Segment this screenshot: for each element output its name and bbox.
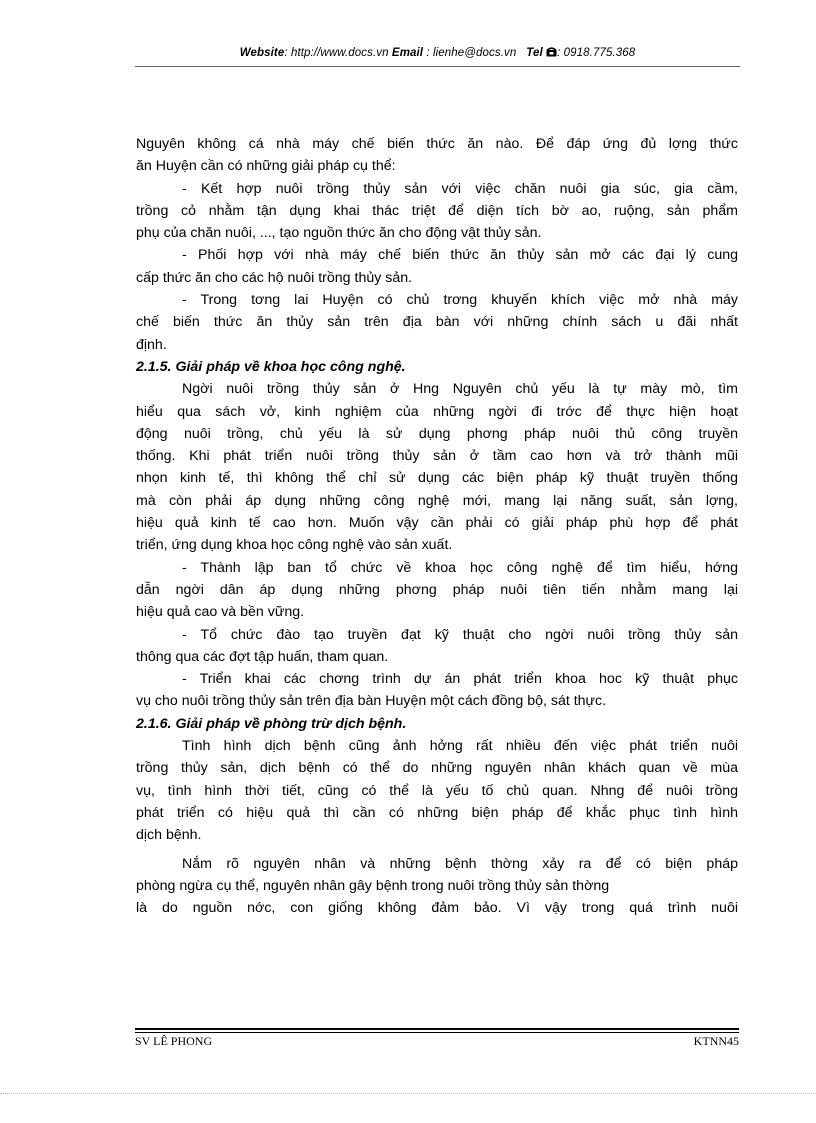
text-line: - Thành lập ban tổ chức về khoa học công nghệ để tìm hiểu, hớng [182, 559, 738, 576]
tel-value: : 0918.775.368 [557, 47, 636, 59]
footer-rule-thin [135, 1032, 739, 1033]
footer-rule [135, 1028, 739, 1030]
text-line: vụ, tình hình thời tiết, cũng có thể là yếu tố chủ quan. Nhng để nuôi trồng [136, 782, 738, 799]
text-line: thông qua các đợt tập huấn, tham quan. [136, 648, 389, 665]
text-line: ăn Huyện cần có những giải pháp cụ thể: [136, 158, 396, 175]
text-line: là do nguồn nớc, con giống không đảm bảo. Vì vậy trong quá trình nuôi [136, 900, 738, 917]
email-value: : lienhe@docs.vn [423, 47, 517, 59]
text-line: phát triển có hiệu quả thì cần có những biện pháp để khắc phục tình hình [136, 804, 738, 821]
header-rule [135, 66, 740, 67]
document-body [136, 133, 738, 919]
text-line: Nắm rõ nguyên nhân và những bệnh thờng xảy ra để có biện pháp [182, 855, 738, 872]
section-heading-2-1-5: 2.1.5. Giải pháp về khoa học công nghệ. [136, 358, 406, 375]
text-line: cấp thức ăn cho các hộ nuôi trồng thủy sản. [136, 269, 413, 286]
page-header [135, 47, 740, 59]
phone-icon [546, 47, 557, 57]
text-line: dịch bệnh. [136, 827, 202, 844]
footer-class: KTNN45 [693, 1034, 739, 1048]
page-boundary [0, 1093, 816, 1094]
text-line: Tình hình dịch bệnh cũng ảnh hởng rất nhiều đến việc phát triển nuôi [182, 738, 738, 755]
footer-author: SV LÊ PHONG [135, 1034, 213, 1048]
text-line: thống. Khi phát triển nuôi trồng thủy sản ở tầm cao hơn và trở thành mũi [136, 448, 738, 465]
text-line: trồng thủy sản, dịch bệnh có thể do những nguyên nhân khách quan về mùa [136, 760, 738, 777]
text-line: hiệu quả cao và bền vững. [136, 604, 305, 621]
text-line: trồng cỏ nhằm tận dụng khai thác triệt để diện tích bờ ao, ruộng, sản phẩm [136, 202, 738, 219]
text-line: động nuôi trồng, chủ yếu là sử dụng phơng pháp nuôi thủ công truyền [136, 425, 738, 442]
text-line: - Phối hợp với nhà máy chế biến thức ăn thủy sản mở các đại lý cung [182, 247, 738, 264]
text-line: nhọn kinh tế, thì không thể chỉ sử dụng các biện pháp kỹ thuật truyền thống [136, 470, 738, 487]
text-line: Nguyên không cá nhà máy chế biến thức ăn nào. Để đáp ứng đủ lợng thức [136, 136, 738, 152]
text-line: hiểu qua sách vở, kinh nghiệm của những ngời đi trớc để thực hiện hoạt [136, 403, 738, 420]
text-line: định. [136, 336, 167, 353]
text-line: - Tổ chức đào tạo truyền đạt kỹ thuật cho ngời nuôi trồng thủy sản [182, 626, 738, 643]
text-line: phụ của chăn nuôi, ..., tạo nguồn thức ăn cho động vật thủy sản. [136, 225, 542, 242]
text-line: - Trong tơng lai Huyện có chủ trơng khuyến khích việc mở nhà máy [182, 292, 738, 309]
text-line: - Kết hợp nuôi trồng thủy sản với việc chăn nuôi gia súc, gia cầm, [182, 180, 738, 197]
page-footer [135, 1034, 739, 1048]
text-line: chế biến thức ăn thủy sản trên địa bàn với những chính sách u đãi nhất [136, 314, 738, 331]
tel-label: Tel [526, 47, 543, 59]
email-label: Email [391, 47, 424, 59]
text-line: dẫn ngời dân áp dụng những phơng pháp nuôi tiên tiến nhằm mang lại [136, 581, 738, 598]
section-heading-2-1-6: 2.1.6. Giải pháp về phòng trừ dịch bệnh. [136, 715, 407, 732]
text-line: vụ cho nuôi trồng thủy sản trên địa bàn Huyện một cách đồng bộ, sát thực. [136, 693, 607, 710]
website-value: : http://www.docs.vn [284, 47, 389, 59]
text-line: phòng ngừa cụ thể, nguyên nhân gây bệnh trong nuôi trồng thủy sản thờng [136, 877, 610, 894]
text-line: triển, ứng dụng khoa học công nghệ vào sản xuất. [136, 537, 453, 554]
text-line: mà còn phải áp dụng những công nghệ mới, mang lại năng suất, sản lợng, [136, 492, 738, 509]
text-line: hiệu quả kinh tế cao hơn. Muốn vậy cần phải có giải pháp phù hợp để phát [136, 515, 738, 532]
website-label: Website [239, 47, 285, 59]
text-line: - Triển khai các chơng trình dự án phát triển khoa hoc kỹ thuật phục [182, 671, 738, 688]
text-line: Ngời nuôi trồng thủy sản ở Hng Nguyên chủ yếu là tự mày mò, tìm [182, 381, 738, 398]
